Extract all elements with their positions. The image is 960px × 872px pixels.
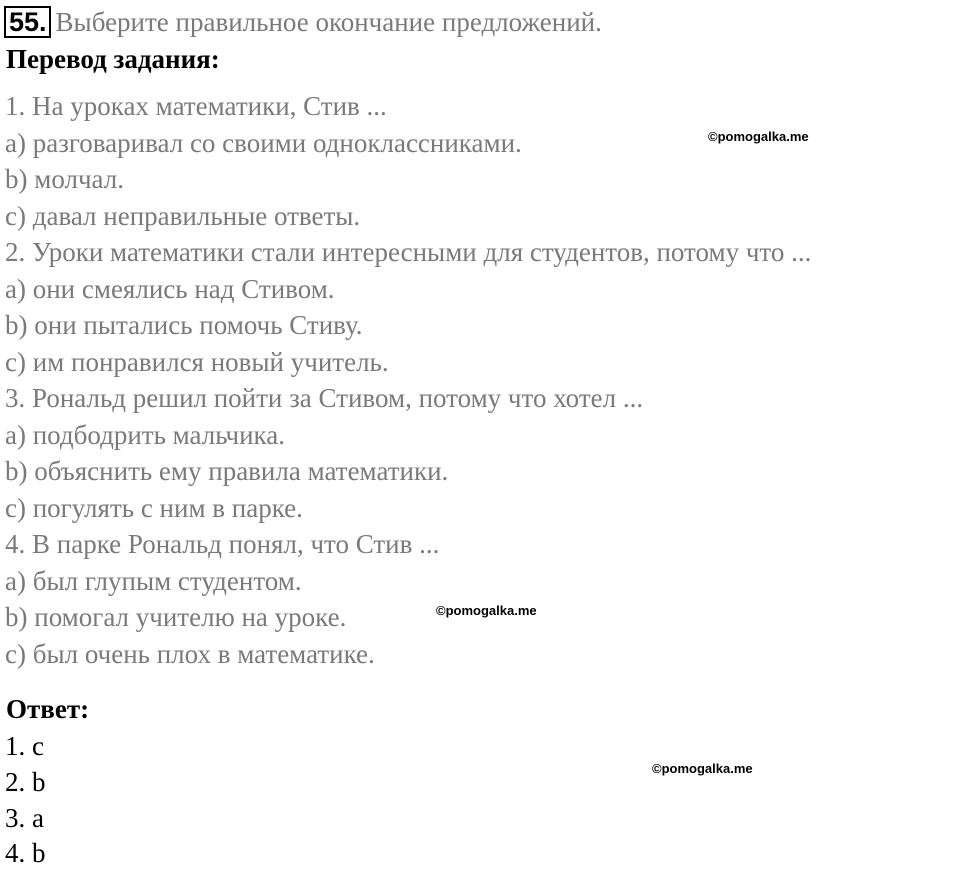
option-line: a) разговаривал со своими одноклассниками. bbox=[5, 127, 522, 158]
answer-list bbox=[5, 729, 46, 872]
option-line: b) помогал учителю на уроке. bbox=[5, 602, 347, 632]
answer-heading: Ответ: bbox=[6, 694, 90, 724]
option-line: c) давал неправильные ответы. bbox=[5, 200, 361, 231]
watermark: ©pomogalka.me bbox=[436, 603, 537, 618]
watermark: ©pomogalka.me bbox=[652, 761, 753, 776]
answer-line: 3. a bbox=[5, 802, 44, 833]
option-line: c) им понравился новый учитель. bbox=[5, 346, 389, 377]
task-header bbox=[4, 4, 602, 40]
option-line: a) был глупым студентом. bbox=[5, 565, 302, 596]
option-line: a) они смеялись над Стивом. bbox=[5, 273, 335, 304]
translation-heading: Перевод задания: bbox=[6, 44, 220, 74]
question-line: 3. Рональд решил пойти за Стивом, потому что хотел ... bbox=[5, 383, 644, 413]
question-line: 1. На уроках математики, Стив ... bbox=[5, 91, 387, 121]
task-number: 55. bbox=[4, 6, 51, 38]
task-title: Выберите правильное окончание предложений. bbox=[55, 6, 602, 37]
option-line: c) погулять с ним в парке. bbox=[5, 492, 303, 523]
option-line: b) молчал. bbox=[5, 164, 124, 194]
answer-line: 2. b bbox=[5, 766, 46, 797]
option-line: c) был очень плох в математике. bbox=[5, 638, 375, 669]
option-line: a) подбодрить мальчика. bbox=[5, 419, 285, 450]
watermark: ©pomogalka.me bbox=[708, 129, 809, 144]
question-line: 2. Уроки математики стали интересными для студентов, потому что ... bbox=[5, 237, 812, 267]
answer-line: 1. c bbox=[5, 731, 44, 761]
answer-line: 4. b bbox=[5, 838, 46, 869]
question-list bbox=[5, 88, 811, 672]
option-line: b) объяснить ему правила математики. bbox=[5, 456, 449, 486]
question-line: 4. В парке Рональд понял, что Стив ... bbox=[5, 529, 440, 559]
option-line: b) они пытались помочь Стиву. bbox=[5, 310, 363, 340]
